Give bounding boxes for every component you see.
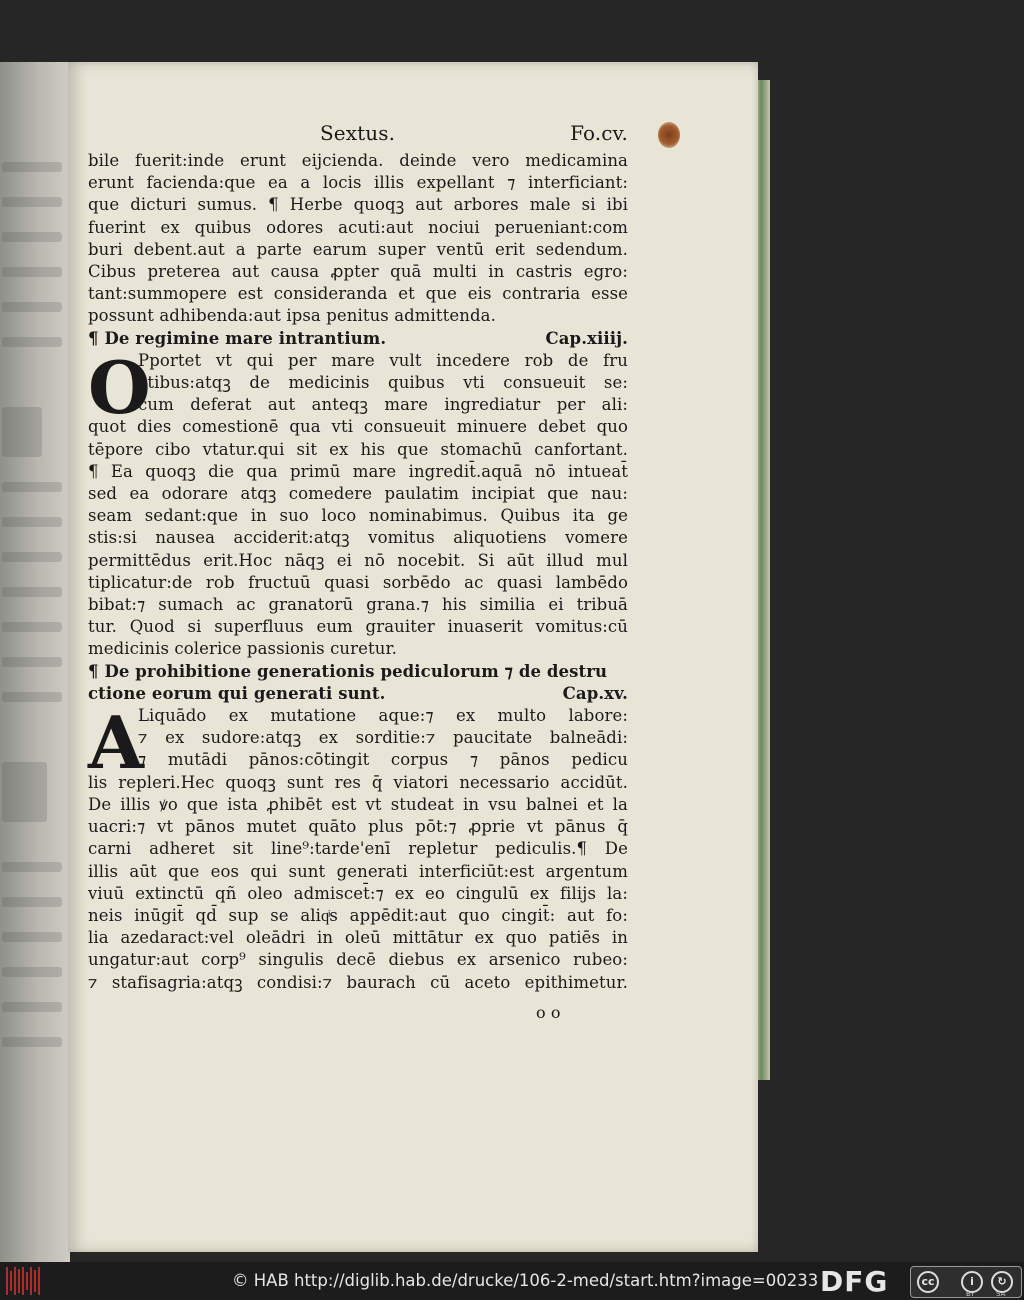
page-stain	[658, 122, 680, 148]
text-line: tiplicatur:de rob fructuū quasi sorbēdo ac quasi lambēdo	[88, 572, 628, 592]
text-line: ctibus:atqꝫ de medicinis quibus vti consueuit se:	[138, 373, 628, 393]
text-line: ⁊ stafisagria:atqꝫ condisi:⁊ baurach cū aceto epithimetur.	[88, 972, 628, 992]
folio-number: Fo.cv.	[570, 121, 628, 145]
text-line: bile fuerit:inde erunt eijcienda. deinde vero medicamina	[88, 151, 628, 170]
text-line: Pportet vt qui per mare vult incedere rob de fru	[138, 350, 628, 370]
text-line: quot dies comestionē qua vti consueuit minuere debet quo	[88, 417, 628, 437]
chapter-title-row	[88, 683, 628, 705]
chapter-title: ctione eorum qui generati sunt.	[88, 683, 386, 703]
decorated-initial: O	[88, 344, 151, 430]
text-line: stis:si nausea acciderit:atqꝫ vomitus aliquotiens vomere	[88, 528, 628, 548]
license-by-label: BY	[966, 1290, 975, 1298]
signature-mark: o o	[536, 1002, 561, 1022]
text-line: possunt adhibenda:aut ipsa penitus admittenda.	[88, 306, 496, 326]
text-line: fuerint ex quibus odores acuti:aut nociui perueniant:com	[88, 217, 628, 237]
facing-page-edge	[0, 62, 70, 1262]
paragraph-block-2	[88, 344, 628, 661]
library-logo-icon[interactable]	[6, 1267, 44, 1295]
text-line: ungatur:aut corp⁹ singulis decē diebus ex arsenico rubeo:	[88, 950, 628, 970]
text-line: tur. Quod si superfluus eum grauiter inuaserit vomitus:cū	[88, 617, 628, 637]
paragraph-block-3	[88, 700, 628, 994]
attribution-icon: i	[961, 1271, 983, 1293]
text-line: que dicturi sumus. ¶ Herbe quoqꝫ aut arbores male si ibi	[88, 195, 628, 215]
chapter-number: Cap.xv.	[562, 683, 628, 703]
text-line: medicinis colerice passionis curetur.	[88, 639, 397, 659]
chapter-heading-15	[88, 661, 628, 705]
text-line: uacri:⁊ vt pānos mutet quāto plus pōt:⁊ ꝓprie vt pānus q̄	[88, 817, 628, 837]
cc-icon: cc	[917, 1271, 939, 1293]
text-line: Liquādo ex mutatione aque:⁊ ex multo labore:	[138, 706, 628, 726]
text-line: sed ea odorare atqꝫ comedere paulatim incipiat que nau:	[88, 484, 628, 504]
chapter-heading-14	[88, 328, 628, 350]
text-line: ¶ Ea quoqꝫ die qua primū mare ingredit̄.aquā nō intueat̄	[88, 461, 628, 481]
text-line: cum deferat aut anteqꝫ mare ingrediatur per ali:	[138, 395, 628, 415]
text-line: permittēdus erit.Hoc nāqꝫ ei nō nocebit. Si aūt illud mul	[88, 550, 628, 570]
text-line: lia azedaract:vel oleādri in oleū mittātur ex quo patiēs in	[88, 928, 628, 948]
text-line: bibat:⁊ sumach ac granatorū grana.⁊ his similia ei tribuā	[88, 595, 628, 615]
copyright-link[interactable]: © HAB http://diglib.hab.de/drucke/106-2-med/start.htm?image=00233	[232, 1271, 819, 1290]
text-line: carni adheret sit line⁹:tarde'enī repletur pediculis.¶ De	[88, 839, 628, 859]
text-line: erunt facienda:que ea a locis illis expellant ⁊ interficiant:	[88, 173, 628, 193]
text-line: Cibus preterea aut causa ꝓpter quā multi in castris egro:	[88, 262, 628, 282]
dfg-logo[interactable]: DFG	[820, 1265, 889, 1298]
running-head: Sextus.	[320, 121, 396, 145]
text-line: ⁊ ex sudore:atqꝫ ex sorditie:⁊ paucitate balneādi:	[138, 728, 628, 748]
license-badge[interactable]	[910, 1266, 1022, 1298]
text-line: seam sedant:que in suo loco nominabimus. Quibus ita ge	[88, 506, 628, 526]
text-line: neis inūgit̄ qd̄ sup se aliqͥs appēdit:aut quo cingit̄: aut fo:	[88, 905, 628, 925]
text-line: tant:summopere est consideranda et que eis contraria esse	[88, 284, 628, 304]
running-header	[88, 122, 628, 150]
paragraph-block-1	[88, 150, 628, 328]
chapter-title-line: ¶ De prohibitione generationis pediculorum ⁊ de destru	[88, 661, 608, 681]
text-line: De illis ꝟo que ista ꝓhibēt est vt studeat in vsu balnei et la	[88, 794, 628, 814]
chapter-number: Cap.xiiij.	[545, 328, 628, 348]
book-page	[68, 62, 758, 1252]
chapter-title: ¶ De regimine mare intrantium.	[88, 328, 387, 348]
text-line: ⁊ mutādi pānos:cōtingit corpus ⁊ pānos pedicu	[138, 750, 628, 770]
text-line: illis aūt que eos qui sunt generati interficiūt:est argentum	[88, 861, 628, 881]
decorated-initial: A	[88, 700, 144, 786]
text-line: tēpore cibo vtatur.qui sit ex his que stomachū canfortant.	[88, 439, 628, 459]
page-text	[88, 122, 628, 1024]
share-alike-icon: ↻	[991, 1271, 1013, 1293]
license-sa-label: SA	[996, 1290, 1006, 1298]
text-line: buri debent.aut a parte earum super ventū erit sedendum.	[88, 239, 628, 259]
text-line: lis repleri.Hec quoqꝫ sunt res q̄ viatori necessario accidūt.	[88, 772, 628, 792]
text-line: viuū extinctū qñ oleo admiscet̄:⁊ ex eo cingulū ex filijs la:	[88, 883, 628, 903]
viewer-footer	[0, 1262, 1024, 1300]
